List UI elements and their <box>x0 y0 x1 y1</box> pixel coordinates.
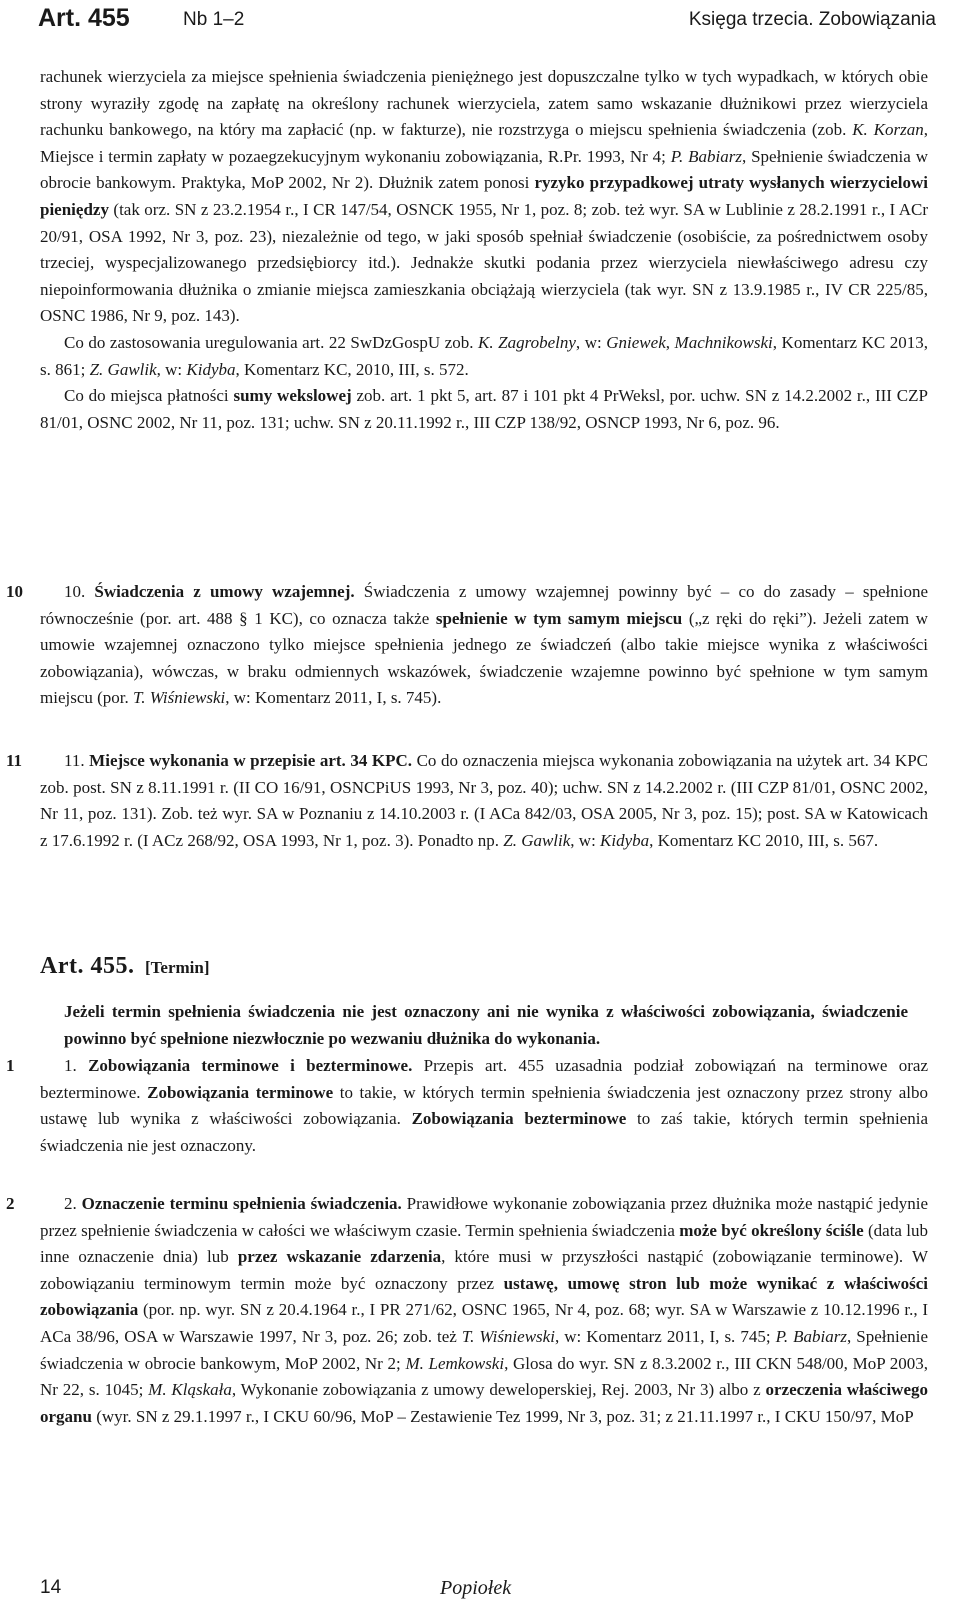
text-run: Co do zastosowania uregulowania art. 22 SwDzGospU zob. <box>64 332 479 352</box>
text-run: Prawidłowe wykonanie zobowiązania przez dłużnika może nastąpić jedynie przez spełnienie świadczenia w całości we właściwym czasie. Termin spełnienia świadczenia <box>40 1194 928 1240</box>
paragraph-heading: Oznaczenie terminu spełnienia świadczenia. <box>81 1194 402 1213</box>
text-run: , które musi w przyszłości nastąpić (zobowiązanie terminowe). W zobowiązaniu terminowym termin może być oznaczony przez <box>40 1247 928 1293</box>
text-run: , w: <box>570 830 601 850</box>
weksel-paragraph <box>40 383 928 436</box>
text-run: , w: Komentarz 2011, I, s. 745; <box>554 1326 776 1346</box>
running-header <box>38 4 936 44</box>
text-run: (tak orz. SN z 23.2.1954 r., I CR 147/54, OSNCK 1955, Nr 1, poz. 8; zob. też wyr. SA w Lublinie z 28.2.1991 r., I ACr 20/91, OSA 1992, Nr 3, poz. 23), niezależnie od tego, w jaki sposób spełniał świadczenie (osobiście, za pośrednictwem osoby trzeciej, wyspecjalizowanego przedsiębiorcy itd.). Jednakże skutki podania przez wierzyciela niewłaściwego adresu czy niepoinformowania dłużnika o zmianie miejsca zamieszkania obciążają wierzyciela (tak wyr. SN z 13.9.1985 r., IV CR 225/85, OSNC 1986, Nr 9, poz. 143). <box>40 199 928 326</box>
text-run: Co do oznaczenia miejsca wykonania zobowiązania na użytek art. 34 KPC zob. post. SN z 8.11.1991 r. (II CO 16/91, OSNCPiUS 1993, Nr 3, poz. 40); uchw. SN z 14.2.2002 r. (III CZP 81/01, OSNC 2002, Nr 11, poz. 131). Zob. też wyr. SA w Poznaniu z 14.10.2003 r. (I ACa 842/03, OSA 2005, Nr 3, poz. 15); post. SA w Katowicach z 17.6.1992 r. (I ACz 268/92, OSA 1993, Nr 1, poz. 3). Ponadto np. <box>40 751 928 850</box>
text-run: , <box>665 332 675 352</box>
author-citation: M. Kląskała <box>148 1380 232 1400</box>
paragraph-heading: Zobowiązania terminowe i bezterminowe. <box>88 1056 413 1075</box>
header-book-title: Księga trzecia. Zobowiązania <box>688 9 936 30</box>
text-run: , Miejsce i termin zapłaty w pozaegzekucyjnym wykonaniu zobowiązania, R.Pr. 1993, Nr 4; <box>40 120 928 166</box>
author-citation: Z. Gawlik <box>503 830 571 850</box>
author-citation: Gniewek <box>606 332 666 352</box>
swdz-paragraph <box>40 330 928 383</box>
author-citation: Kidyba <box>186 359 236 379</box>
text-run: to zaś takie, których termin spełnienia świadczenia nie jest oznaczony. <box>40 1109 928 1155</box>
text-run: Świadczenia z umowy wzajemnej powinny być – co do zasady – spełnione równocześnie (por. art. 488 § 1 KC), co oznacza także <box>40 582 929 628</box>
paragraph-number: 1. <box>64 1056 89 1075</box>
text-run: , w: <box>156 359 187 379</box>
text-run: , Spełnienie świadczenia w obrocie bankowym. Praktyka, MoP 2002, Nr 2). Dłużnik zatem ponosi <box>40 146 928 193</box>
article-heading <box>40 953 210 980</box>
text-run: rachunek wierzyciela za miejsce spełnienia świadczenia pieniężnego jest dopuszczalne tylko w tych wypadkach, w których obie strony wyraziły zgodę na zapłatę na określony rachunek wierzyciela, zatem samo wskazanie dłużnikowi przez wierzyciela rachunku bankowego, na który ma zapłacić (np. w fakturze), nie rozstrzyga o miejscu spełnienia świadczenia (zob. <box>40 67 928 140</box>
statute-text: Jeżeli termin spełnienia świadczenia nie jest oznaczony ani nie wynika z właściwości zobowiązania, świadczenie powinno być spełnione niezwłocznie po wezwaniu dłużnika do wykonania. <box>64 1002 908 1048</box>
emphasis: przez wskazanie zdarzenia <box>237 1247 442 1267</box>
text-run: Co do miejsca płatności <box>64 386 234 406</box>
header-article: Art. 455 <box>38 4 130 32</box>
author-citation: K. Zagrobelny <box>478 332 576 352</box>
margin-number-1: 1 <box>6 1056 15 1075</box>
author-citation: Z. Gawlik <box>89 359 157 379</box>
text-run: zob. art. 1 pkt 5, art. 87 i 101 pkt 4 PrWeksl, por. uchw. SN z 14.2.2002 r., III CZP 81/01, OSNC 2002, Nr 11, poz. 131; uchw. SN z 20.11.1992 r., III CZP 138/92, OSNCP 1993, Nr 6, poz. 96. <box>40 386 928 432</box>
margin-number-2: 2 <box>6 1194 15 1213</box>
nb1-section <box>40 1053 928 1159</box>
author-citation: T. Wiśniewski <box>133 688 226 708</box>
emphasis: ryzyko przypadkowej utraty wysłanych wierzycielowi pieniędzy <box>40 173 928 219</box>
paragraph-number: 10. <box>64 582 95 601</box>
author-citation: P. Babiarz <box>775 1326 847 1346</box>
author-citation: Kidyba <box>600 830 650 850</box>
nb2-section <box>40 1191 928 1430</box>
nb11-section <box>40 748 928 854</box>
article-number: Art. 455. <box>40 953 135 979</box>
nb2-paragraph <box>40 1191 928 1430</box>
author-citation: M. Lemkowski <box>405 1353 505 1373</box>
text-run: (data lub inne oznaczenie dnia) lub <box>40 1220 929 1267</box>
emphasis: sumy wekslowej <box>233 386 352 406</box>
author-citation: P. Babiarz <box>670 146 742 166</box>
text-run: , w: Komentarz 2011, I, s. 745). <box>225 688 442 708</box>
article-subtitle: [Termin] <box>144 958 210 977</box>
commentary-continuation <box>40 64 928 436</box>
text-run: Przepis art. 455 uzasadnia podział zobowiązań na terminowe oraz bezterminowe. <box>40 1056 928 1102</box>
text-run: (por. np. wyr. SN z 20.4.1964 r., I PR 271/62, OSNC 1965, Nr 4, poz. 68; wyr. SA w Warszawie z 10.12.1996 r., I ACa 38/96, OSA w Warszawie 1997, Nr 3, poz. 26; zob. też <box>40 1300 928 1346</box>
nb10-section <box>40 579 928 712</box>
emphasis: ustawę, umowę stron lub może wynikać z właściwości zobowiązania <box>40 1273 928 1320</box>
margin-number-11: 11 <box>6 751 23 770</box>
continuation-paragraph <box>40 64 928 330</box>
header-paragraph-range: Nb 1–2 <box>183 9 245 30</box>
text-run: to takie, w których termin spełnienia świadczenia jest oznaczony przez strony albo ustawę lub wynika z właściwości zobowiązania. <box>40 1082 928 1129</box>
paragraph-number: 11. <box>64 751 90 770</box>
text-run: (wyr. SN z 29.1.1997 r., I CKU 60/96, MoP – Zestawienie Tez 1999, Nr 3, poz. 31; z 21.11.1997 r., I CKU 150/97, MoP <box>91 1406 914 1426</box>
paragraph-heading: Miejsce wykonania w przepisie art. 34 KPC. <box>89 751 413 770</box>
nb11-paragraph <box>40 748 928 854</box>
emphasis: może być określony ściśle <box>679 1220 864 1240</box>
author-citation: T. Wiśniewski <box>461 1326 555 1346</box>
author-citation: Machnikowski <box>674 332 773 352</box>
text-run: , Komentarz KC 2013, s. 861; <box>40 332 929 379</box>
text-run: , Wykonanie zobowiązania z umowy deweloperskiej, Rej. 2003, Nr 3) albo z <box>231 1380 766 1400</box>
paragraph-heading: Świadczenia z umowy wzajemnej. <box>94 582 355 601</box>
author-citation: K. Korzan <box>852 120 924 140</box>
text-run: , Komentarz KC 2010, III, s. 567. <box>649 830 879 850</box>
nb1-paragraph <box>40 1053 928 1159</box>
emphasis: spełnienie w tym samym miejscu <box>435 608 683 628</box>
text-run: , Komentarz KC, 2010, III, s. 572. <box>235 359 469 379</box>
emphasis: orzeczenia właściwego organu <box>40 1380 929 1426</box>
paragraph-number: 2. <box>64 1194 82 1213</box>
margin-number-10: 10 <box>6 582 23 601</box>
text-run: , Spełnienie świadczenia w obrocie bankowym, MoP 2002, Nr 2; <box>40 1326 929 1373</box>
nb10-paragraph <box>40 579 928 712</box>
text-run: , Glosa do wyr. SN z 8.3.2002 r., III CKN 548/00, MoP 2003, Nr 22, s. 1045; <box>40 1353 928 1400</box>
text-run: („z ręki do ręki”). Jeżeli zatem w umowie wzajemnej oznaczono tylko miejsce spełnienia jednego ze świadczeń (albo takie miejsce wynika z właściwości zobowiązania), wówczas, w braku odmiennych wskazówek, świadczenie wzajemne powinno być spełnione w tym samym miejscu (por. <box>40 608 928 708</box>
page-number: 14 <box>40 1577 62 1598</box>
text-run: , w: <box>575 332 607 352</box>
emphasis: Zobowiązania terminowe <box>147 1082 334 1102</box>
footer-author: Popiołek <box>440 1577 512 1599</box>
emphasis: Zobowiązania bezterminowe <box>411 1109 627 1129</box>
